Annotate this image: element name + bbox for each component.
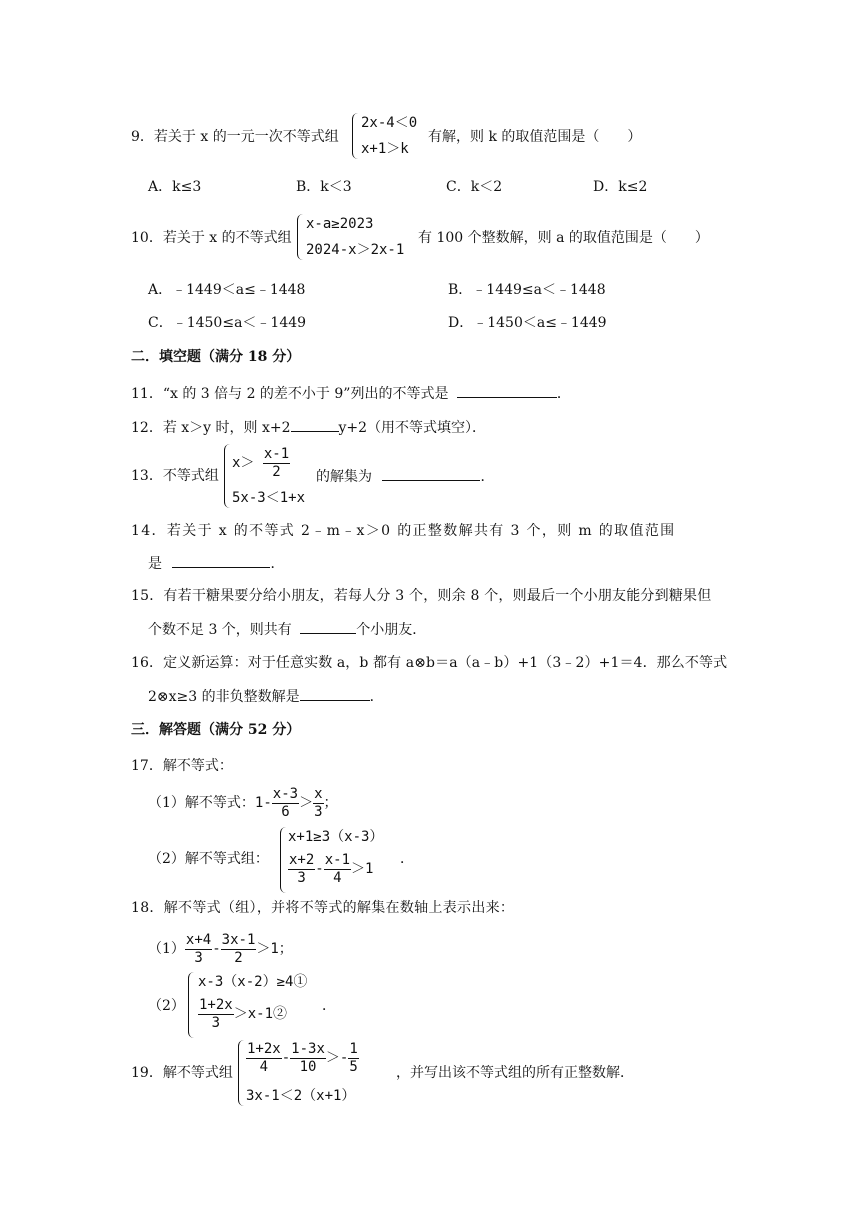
q16-line2-lead: 2⊗x≥3 的非负整数解是 [148,689,300,705]
q14-line1: 14．若关于 x 的不等式 2﹣m﹣x＞0 的正整数解共有 3 个，则 m 的取值范围 [131,523,676,539]
q18-part2-row2 [198,997,287,1032]
q19-fraction2 [290,1041,326,1076]
q14-line2 [148,553,284,574]
q19-fraction1 [246,1041,282,1076]
q17-part1-one: 1- [254,795,272,811]
q17-title: 17．解不等式： [131,758,233,774]
q10-option-a: A．﹣1449＜a≤﹣1448 [148,282,306,298]
q13-system-row2: 5x-3＜1+x [232,490,306,506]
q9-tail: 有解，则 k 的取值范围是（ ） [428,129,642,145]
q17-part1-fraction2 [313,786,323,821]
q13-end: ． [480,469,495,485]
q13-fraction-num: x-1 [263,446,290,462]
q17-part2-fraction2-den: 4 [333,870,342,886]
q17-part1-gt: ＞ [299,795,314,811]
q17-part1-fraction2-num: x [314,786,323,802]
q17-part2-fraction1-den: 3 [297,870,306,886]
q15-line1: 15．有若干糖果要分给小朋友，若每人分 3 个，则余 8 个，则最后一个小朋友能分到糖果但 [131,588,712,604]
q18-part2-fraction-num: 1+2x [199,997,233,1013]
q14-end: ． [270,556,285,572]
q12-part-a: 12．若 x＞y 时，则 x+2 [131,420,291,436]
q19-tail: ，并写出该不等式组的所有正整数解． [396,1065,634,1081]
q17-part2-lead: （2）解不等式组： [148,851,269,867]
q12-part-b: y+2（用不等式填空）． [338,420,487,436]
q15-line2-lead: 个数不足 3 个，则共有 [148,622,292,638]
q18-part1-fraction2 [221,932,257,967]
q18-part2-row2-rest: ＞x-1② [233,1006,288,1022]
q18-part1-fraction1-den: 3 [194,950,203,966]
q16-line1: 16．定义新运算：对于任意实数 a，b 都有 a⊗b＝a（a﹣b）+1（3﹣2）+1＝4．那么不等式 [131,655,728,671]
q18-part1-fraction1 [185,932,212,967]
q10-system-row2: 2024-x＞2x-1 [306,242,405,258]
q18-part2-end: ． [322,998,336,1014]
q17-part1-lead: （1）解不等式： [148,795,255,811]
q10-brace [297,214,304,260]
q10-tail: 有 100 个整数解，则 a 的取值范围是（ ） [418,230,709,246]
q9-system-row1: 2x-4＜0 [361,115,418,131]
q13-brace [224,444,231,508]
q19-minus: - [281,1050,291,1066]
q15-line2 [148,619,426,640]
q12-answer-blank[interactable] [291,417,339,432]
q9-option-a: A．k≤3 [148,179,202,195]
q17-part2-fraction1 [288,852,315,887]
q9-lead: 9．若关于 x 的一元一次不等式组 [131,129,339,145]
q13-fraction [263,446,290,481]
q10-system-row1: x-a≥2023 [306,216,374,232]
q18-part2-fraction [198,997,234,1032]
q17-part2-row2 [288,852,373,887]
q17-part2-minus: - [315,861,324,877]
q19-gt: ＞- [325,1050,349,1066]
q17-part1 [148,786,338,821]
q16-end: ． [369,689,384,705]
q18-part2-row1: x-3（x-2）≥4① [198,974,308,990]
q10-option-b: B．﹣1449≤a＜﹣1448 [448,282,606,298]
q19-fraction1-den: 4 [259,1059,269,1075]
q10-option-c: C．﹣1450≤a＜﹣1449 [148,315,307,331]
q12 [131,417,486,438]
q17-part2-row1: x+1≥3（x-3） [288,829,384,845]
q13-tail: 的解集为 [316,469,372,485]
q19-fraction3-num: 1 [349,1041,358,1057]
q13-tail-line [316,466,494,487]
q16-answer-blank[interactable] [300,686,370,701]
q18-part2-lead: （2） [148,998,185,1014]
q15-line2-tail: 个小朋友． [356,622,427,638]
q9-option-d: D．k≤2 [593,179,648,195]
q9-brace [352,113,359,159]
q19-fraction1-num: 1+2x [247,1041,281,1057]
q17-part1-fraction1 [272,786,299,821]
q19-fraction3 [348,1041,358,1076]
q19-fraction2-num: 1-3x [291,1041,325,1057]
q9-system-row2: x+1＞k [361,141,409,157]
q11 [131,383,571,404]
q10-lead: 10．若关于 x 的不等式组 [131,230,292,246]
q18-part1-minus: - [212,941,221,957]
q14-line2-lead: 是 [148,556,162,572]
q18-part1 [148,932,293,967]
q18-part1-fraction1-num: x+4 [185,932,212,948]
q9-option-c: C．k＜2 [446,179,503,195]
q13-lead: 13．不等式组 [131,468,219,484]
q14-answer-blank[interactable] [172,553,270,568]
q11-end: ． [556,386,571,402]
q15-answer-blank[interactable] [300,619,356,634]
q17-part2-fraction1-num: x+2 [289,852,315,868]
q17-part2-end: ． [400,851,414,867]
q17-part1-fraction1-den: 6 [281,804,290,820]
section-3-heading: 三．解答题（满分 52 分） [131,722,301,738]
q13-answer-blank[interactable] [382,466,480,481]
q11-answer-blank[interactable] [457,383,557,398]
q18-part1-gt: ＞1； [256,941,293,957]
q18-part2-fraction-den: 3 [211,1015,221,1031]
q19-fraction3-den: 5 [349,1059,358,1075]
q11-text: 11．“x 的 3 倍与 2 的差不小于 9”列出的不等式是 [131,386,449,402]
q17-part1-end: ； [323,795,338,811]
q18-part1-fraction2-den: 2 [234,950,243,966]
q16-line2 [148,686,384,707]
q9-option-b: B．k＜3 [296,179,352,195]
q19-brace [238,1040,245,1106]
q19-lead: 19．解不等式组 [131,1065,233,1081]
q18-part2-brace [188,972,195,1038]
q13-fraction-den: 2 [272,464,281,480]
q17-part1-fraction1-num: x-3 [272,786,299,802]
q17-part2-brace [280,827,287,893]
section-2-heading: 二．填空题（满分 18 分） [131,349,301,365]
q18-title: 18．解不等式（组），并将不等式的解集在数轴上表示出来： [131,900,515,916]
q18-part1-lead: （1） [148,941,185,957]
q19-fraction2-den: 10 [299,1059,317,1075]
q18-part1-fraction2-num: 3x-1 [221,932,256,948]
q19-row1 [246,1041,359,1076]
q17-part2-gt: ＞1 [351,861,374,877]
q19-row2: 3x-1＜2（x+1） [246,1088,356,1104]
q13-system-row1 [232,446,290,481]
q17-part1-fraction2-den: 3 [314,804,323,820]
q17-part2-fraction2 [324,852,351,887]
q17-part2-fraction2-num: x-1 [324,852,351,868]
q10-option-d: D．﹣1450＜a≤﹣1449 [448,315,607,331]
q13-row1-left: x＞ [232,455,255,471]
